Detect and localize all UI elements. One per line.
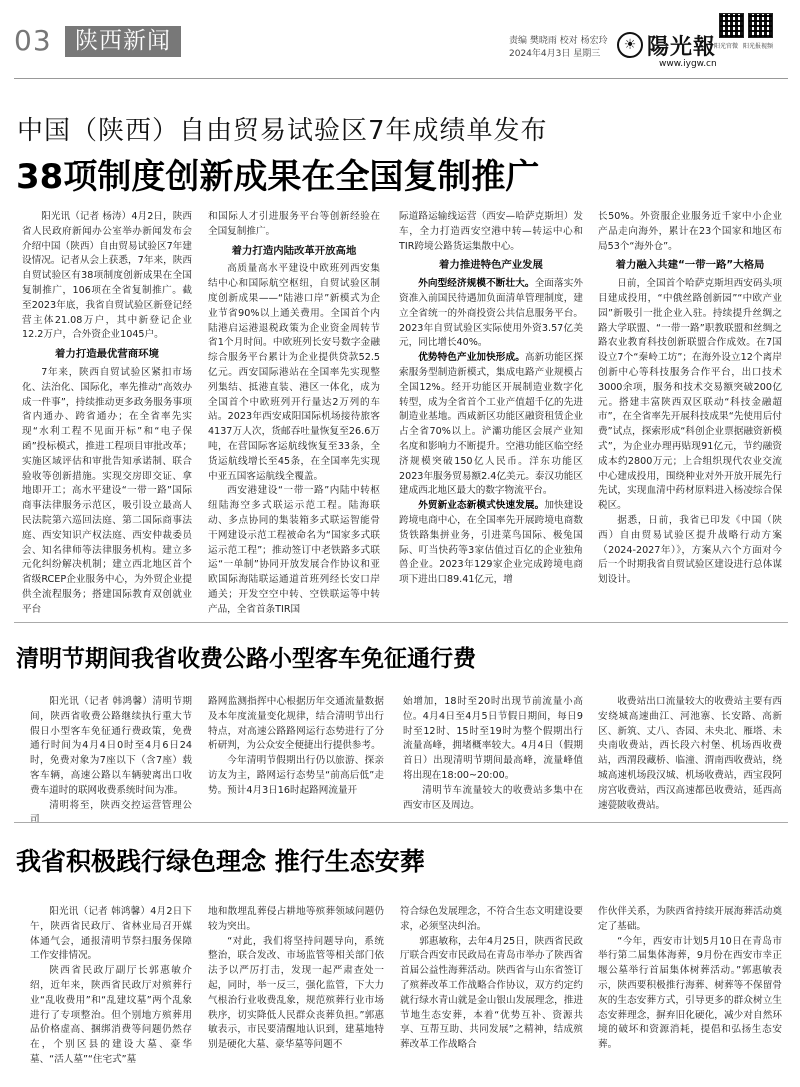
article1-column-4: [598, 210, 782, 615]
qr-code-icon[interactable]: [748, 13, 773, 38]
article1-paragraph: 据悉，日前，我省已印发《中国（陕西）自由贸易试验区提升战略行动方案（2024-2027年）》，方案从六个方面对今后一个时期我省自贸试验区建设进行总体谋划设计。: [598, 514, 782, 586]
article1-headline: 38项制度创新成果在全国复制推广: [16, 157, 540, 197]
article3-column-3: [400, 905, 583, 1083]
issue-date: 2024年4月3日 星期三: [509, 49, 601, 59]
article1-paragraph: 长50%。外资服企业服务近千家中小企业产品走向海外，累计在23个国家和地区布局53个“海外仓”。: [598, 211, 782, 252]
article3-paragraph: 符合绿色发展理念，不符合生态文明建设要求，必须坚决纠治。: [400, 906, 583, 932]
article3-paragraph: 作伙伴关系，为陕西省持续开展海葬活动奠定了基础。: [598, 906, 782, 932]
article1-column-1: [22, 210, 192, 615]
article3-column-2: [208, 905, 384, 1083]
paragraph-lead-bold: 外贸新业态新模式快速发展。: [418, 500, 545, 512]
page-number: 03: [14, 24, 52, 57]
article3-headline: 我省积极践行绿色理念 推行生态安葬: [16, 847, 425, 876]
sun-logo-icon: ☀: [617, 32, 643, 58]
paper-name: 陽光報: [647, 34, 717, 60]
article2-paragraph: 路网监测指挥中心根据历年交通流量数据及本年度流量变化规律，结合清明节出行特点，对高速公路路网运行态势进行了分析研判，为公众安全便捷出行提供参考。: [208, 696, 384, 752]
article1-paragraph: 西安港建设“一带一路”内陆中转枢纽陆海空多式联运示范工程。陆海联动、多点协同的集装箱多式联运智能骨干网建设示范工程被命名为“国家多式联运示范工程”；推动签订中老铁路多式联运“一单制”协同开放发展合作协议和亚欧国际海陆联运通道首班列经长安口岸通关；开发空空中转、空铁联运等中转产品，全省首条TIR国: [208, 485, 380, 615]
article3-paragraph: 地和散埋乱葬侵占耕地等殡葬领域问题仍较为突出。: [208, 906, 384, 932]
article1-column-3: [399, 210, 583, 615]
section-divider: [14, 622, 788, 623]
article1-paragraph: 7年来，陕西自贸试验区紧扣市场化、法治化、国际化，率先推动“高效办成一件事”，持续推动更多政务服务事项省内通办、跨省通办；在全省率先实现“水利工程不见面开标”和“电子保函”投标模式，推进工程项目审批改革；实施区域评估和审批告知承诺制、联合验收等创新措施。实现交房即交证、拿地即开工；高水平建设“一带一路”国际商事法律服务示范区，吸引设立最高人民法院第六巡回法庭、第二国际商事法庭、西安知识产权法庭、西安仲裁委员会、知名律师等法律服务机构。建立多元化纠纷解决机制；建立西北地区首个省级RCEP企业服务中心，为外贸企业提供全流程服务；搭建国际教育双创就业平台: [22, 366, 192, 615]
article1-column-2: [208, 210, 380, 615]
article3-paragraph: 郭惠敏称，去年4月25日，陕西省民政厅联合西安市民政局在青岛市举办了陕西省首届公益性海葬活动。陕西省与山东省签订了殡葬改革工作战略合作协议，双方约定约就行绿水青山就是金山银山发展理念，推进节地生态安葬，本着“优势互补、资源共享、互帮互助、共同发展”之精神，结成殡葬改革工作战略合: [400, 935, 583, 1051]
article2-paragraph: 清明节车流量较大的收费站多集中在西安市区及周边。: [403, 784, 583, 811]
article2-column-3: [403, 695, 583, 815]
article1-paragraph: 际道路运输线运营（西安—哈萨克斯坦）发车，全力打造西安空港中转—转运中心和TIR跨境公路货运集散中心。: [399, 211, 583, 252]
article2-paragraph: 收费站出口流量较大的收费站主要有西安绕城高速曲江、河池寨、长安路、高新区、新筑、丈八、杏园、未央北、雁塔、未央南收费站，西长段六村堡、机场西收费站，西渭段藏桥、临潼、渭南西收费站，绕城高速机场段汉城、机场收费站，西宝段阿房宫收费站，西汉高速都邑收费站，延西高速甍陂收费站。: [598, 696, 782, 811]
article1-paragraph: 日前，全国首个哈萨克斯坦西安码头项目建成投用，“中俄丝路创新园”“中欧产业园”新吸引一批企业入驻。持续提升丝绸之路大学联盟、“一带一路”职教联盟和丝绸之路农业教育科技创新联盟合作成效。在7国设立7个“秦岭工坊”；在海外设立12个离岸创新中心等科技服务合作平台，出口技术3000余项，服务和技术交易额突破200亿元。搭建丰富陕西双区联动“科技金融超市”，在全省率先开展科技成果“先使用后付费”试点，探索形成“科创企业票据融资新模式”，为企业办理再贴现91亿元，节约融资成本约2800万元；上合组织现代农业交流中心建成投用，围绕种业对外开放开展先行先试，实现血清中药材原料进入杨凌综合保税区。: [598, 278, 782, 512]
paragraph-lead-bold: 优势特色产业加快形成。: [418, 352, 525, 364]
paragraph-lead-bold: 外向型经济规模不断壮大。: [418, 278, 535, 290]
article1-subheading: 着力融入共建“一带一路”大格局: [615, 259, 765, 272]
article2-paragraph: 清明将至，陕西交控运营管理公司: [30, 799, 192, 826]
editor-credits: [509, 35, 608, 61]
article1-paragraph: 高质量高水平建设中欧班列西安集结中心和国际航空枢纽，自贸试验区制度创新成果——“陆港口岸”新模式为企业节省90%以上通关费用。全国首个内陆港启运港退税政策为企业资金周转节省1个月时间。中欧班列长安号数字金融综合服务平台累计为企业提供贷款52.5亿元。西安国际港站在全国率先实现整列集结、抵港直装、港区一体化，成为全国首个中欧班列开行量达2万列的车站。2023年西安咸阳国际机场接待旅客4137万人次，货邮吞吐量恢复至26.6万吨，在营国际客运航线恢复至33条，全货运航线增长至45条，在全国率先实现中亚五国客运航线全覆盖。: [208, 263, 380, 482]
qr-label: 阳光官微: [714, 43, 739, 50]
article1-kicker: 中国（陕西）自由贸易试验区7年成绩单发布: [17, 116, 548, 146]
article1-paragraph: 优势特色产业加快形成。高新功能区探索服务型制造新模式，集成电路产业规模占全国12%。经开功能区开展制造业数字化转型，成为全省首个工业产值超千亿的先进制造业基地。西咸新区功能区融资租赁企业占全省70%以上。浐灞功能区会展产业知名度和影响力不断提升。空港功能区临空经济规模突破150亿人民币。洋东功能区2023年服务贸易额2.4亿美元。泰汉功能区建成西北地区最大的数字物流平台。: [399, 352, 584, 497]
header-divider: [14, 78, 788, 79]
masthead: [14, 22, 788, 76]
article1-subheading: 着力打造最优营商环境: [55, 348, 159, 361]
article2-lead: 阳光讯（记者 韩鸿馨）清明节期间，陕西省收费公路继续执行重大节假日小型客车免征通行费政策，免费通行时间为4月4日0时至4月6日24时，免费对象为7座以下（含7座）载客车辆，高速公路以车辆驶离出口收费车道时的联网收费系统时间为准。: [30, 696, 192, 796]
qr-label: 阳光报视频: [743, 43, 774, 50]
article2-column-2: [208, 695, 384, 815]
editor-names: 责编 樊晓雨 校对 杨宏玲: [509, 36, 608, 46]
article3-column-4: [598, 905, 782, 1083]
article2-paragraph: 始增加，18时至20时出现节前流量小高位。4月4日至4月5日节假日期间，每日9时至12时、15时至19时为整个假期出行流量高峰，拥堵概率较大。4月4日（假期首日）出现清明节期间最高峰，流量峰值将出现在18:00~20:00。: [403, 696, 583, 781]
article1-lead: 阳光讯（记者 杨涛）4月2日，陕西省人民政府新闻办公室举办新闻发布会介绍中国（陕西）自由贸易试验区7年建设情况。记者从会上获悉，7年来，陕西自贸试验区有38项制度创新成果在全国复制推广，106项在全省复制推广。截至2023年底，我省自贸试验区新登记经营主体21.08万户，其中新登记企业12.2万户，合外资企业1045户。: [22, 211, 192, 341]
paper-url[interactable]: www.iygw.cn: [659, 59, 717, 69]
article3-lead: 阳光讯（记者 韩鸿馨）4月2日下午，陕西省民政厅、省林业局召开媒体通气会，通报清明节祭扫服务保障工作安排情况。: [30, 906, 192, 962]
section-divider: [14, 822, 788, 823]
article2-column-4: [598, 695, 782, 815]
article3-paragraph: “今年，西安市计划5月10日在青岛市举行第二届集体海葬，9月份在西安市幸正堰公墓举行首届集体树葬活动。”郭惠敏表示，陕西要积极推行海葬、树葬等不保留骨灰的生态安葬方式，引导更多的群众树立生态安葬理念，摒弃旧化硬化，减少对自然环境的破坏和资源消耗，提倡和弘扬生态安葬。: [598, 935, 782, 1051]
article1-paragraph: 外向型经济规模不断壮大。全面落实外资准入前国民待遇加负面清单管理制度，建立全省统一的外商投资公共信息服务平台。2023年自贸试验区实际使用外资3.57亿美元，同比增长40%。: [399, 278, 584, 349]
article3-paragraph: 陕西省民政厅副厅长郭惠敏介绍，近年来，陕西省民政厅对殡葬行业“乱收费用”和“乱建坟墓”两个乱象进行了专项整治。但个别地方殡葬用品价格虚高、捆绑消费等问题仍然存在，个别区县的建设大墓、豪华墓、“活人墓”“住宅式”墓: [30, 965, 192, 1065]
article1-paragraph: 外贸新业态新模式快速发展。加快建设跨境电商中心，在全国率先开展跨境电商数货铁路集拼业务，引进菜鸟国际、极兔国际、叮当快药等3家估值过百亿的企业独角兽企业。2023年129家企业完成跨境电商项下进出口89.41亿元，增: [399, 500, 584, 586]
section-title: 陕西新闻: [65, 26, 181, 57]
article1-subheading: 着力打造内陆改革开放高地: [231, 244, 357, 257]
article1-paragraph: 和国际人才引进服务平台等创新经验在全国复制推广。: [208, 211, 380, 237]
article3-paragraph: “对此，我们将坚持问题导向，系统整治，联合发改、市场监管等相关部门依法予以严厉打击，发现一起严肃查处一起，同时，举一反三，强化监管，下大力气根治行业收费乱象，规范殡葬行业市场秩序，切实降低人民群众丧葬负担。”郭惠敏表示，市民要清醒地认识到，建墓地特别是硬化大墓、豪华墓等问题不: [208, 935, 384, 1051]
article2-column-1: [30, 695, 192, 826]
article1-subheading: 着力推进特色产业发展: [439, 259, 543, 272]
article2-headline: 清明节期间我省收费公路小型客车免征通行费: [16, 646, 476, 672]
qr-code-icon[interactable]: [719, 13, 744, 38]
article3-column-1: [30, 905, 192, 1083]
article2-paragraph: 今年清明节假期出行仍以旅游、探亲访友为主，路网运行态势呈“前高后低”走势。预计4月3日16时起路网流量开: [208, 755, 384, 796]
